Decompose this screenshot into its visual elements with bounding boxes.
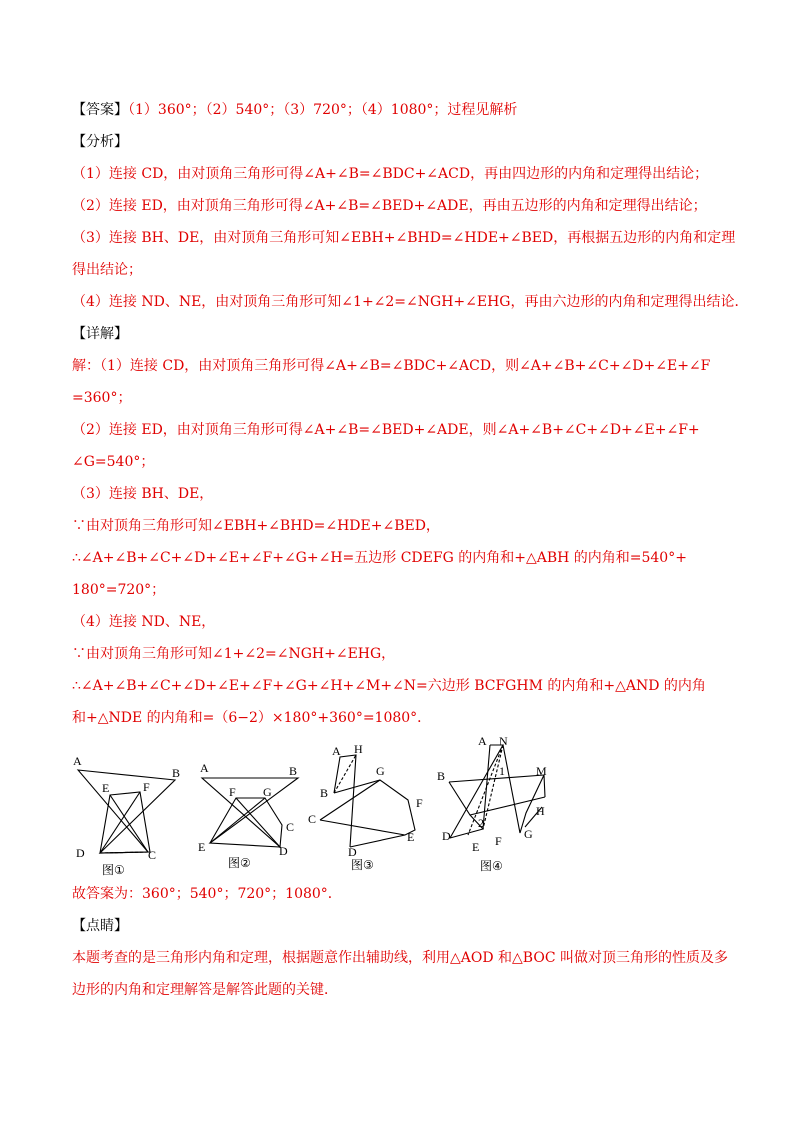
fig4-label-b: B — [437, 769, 446, 783]
conclusion-line: 故答案为：360°；540°；720°；1080°． — [72, 886, 342, 902]
fig4-label-m: M — [536, 764, 547, 778]
fig1-label-a: A — [73, 754, 82, 768]
fig3-label-d: D — [348, 845, 357, 859]
fig3-caption: 图③ — [351, 858, 374, 872]
fig2-label-e: E — [198, 840, 206, 854]
fig4-an-d — [450, 745, 503, 838]
analysis-line-1: （1）连接 CD，由对顶角三角形可得∠A+∠B=∠BDC+∠ACD，再由四边形的内角和定理得出结论； — [72, 166, 709, 182]
fig2-label-b: B — [289, 764, 298, 778]
answer-text: （1）360°；（2）540°；（3）720°；（4）1080°；过程见解析 — [128, 102, 518, 118]
fig2-label-f: F — [229, 785, 236, 799]
fig4-label-g: G — [524, 827, 533, 841]
comment-tag: 【点睛】 — [72, 918, 128, 934]
fig4-label-f: F — [495, 834, 502, 848]
comment-line-2: 边形的内角和定理解答是解答此题的关键． — [72, 982, 338, 998]
detail-line-9: （4）连接 ND、NE， — [72, 614, 216, 630]
detail-tag: 【详解】 — [72, 326, 128, 342]
fig3-pentagon — [334, 780, 415, 847]
comment-line-1: 本题考查的是三角形内角和定理，根据题意作出辅助线，利用△AOD 和△BOC 叫做对顶三角形的性质及多 — [72, 950, 728, 966]
fig3-label-c: C — [308, 812, 317, 826]
fig3-label-b: B — [320, 786, 329, 800]
fig1-label-d: D — [76, 846, 85, 860]
detail-line-4: ∠G=540°； — [72, 454, 155, 470]
fig4-label-d: D — [442, 829, 451, 843]
answer-tag: 【答案】 — [72, 102, 128, 118]
fig2-label-a: A — [200, 761, 209, 775]
fig3-label-e: E — [407, 830, 415, 844]
fig3-label-g: G — [376, 764, 385, 778]
fig3-label-h: H — [354, 742, 363, 756]
fig1-label-c: C — [148, 848, 157, 862]
detail-line-5: （3）连接 BH、DE， — [72, 486, 214, 502]
figure-2 — [198, 761, 298, 870]
geometry-figures — [70, 735, 570, 885]
detail-line-8: 180°=720°； — [72, 582, 166, 598]
fig1-label-e: E — [102, 781, 110, 795]
analysis-line-4: （4）连接 ND、NE，由对顶角三角形可知∠1+∠2=∠NGH+∠EHG，再由六边形的内角和定理得出结论． — [72, 294, 749, 310]
figure-1 — [73, 754, 180, 877]
fig4-bm — [449, 775, 544, 782]
fig1-caption: 图① — [102, 863, 125, 877]
fig3-label-f: F — [416, 796, 423, 810]
detail-line-2: =360°； — [72, 390, 132, 406]
detail-line-7: ∴∠A+∠B+∠C+∠D+∠E+∠F+∠G+∠H=五边形 CDEFG 的内角和+△ABH 的内角和=540°+ — [72, 550, 687, 566]
fig1-outline — [78, 770, 175, 853]
detail-line-1: 解：（1）连接 CD，由对顶角三角形可得∠A+∠B=∠BDC+∠ACD，则∠A+∠B+∠C+∠D+∠E+∠F — [72, 358, 711, 374]
answer-line — [72, 100, 517, 120]
detail-line-6: ∵由对顶角三角形可知∠EBH+∠BHD=∠HDE+∠BED， — [72, 518, 440, 534]
fig2-label-g: G — [263, 785, 272, 799]
fig4-label-e: E — [472, 840, 480, 854]
fig2-outline — [202, 778, 298, 847]
analysis-line-3b: 得出结论； — [72, 262, 142, 278]
fig4-caption: 图④ — [480, 859, 503, 873]
fig4-right-path — [503, 745, 545, 833]
fig3-left-path — [334, 755, 356, 847]
analysis-tag: 【分析】 — [72, 134, 128, 150]
analysis-line-2: （2）连接 ED，由对顶角三角形可得∠A+∠B=∠BED+∠ADE，再由五边形的内角和定理得出结论； — [72, 198, 707, 214]
fig2-caption: 图② — [228, 856, 251, 870]
detail-line-12: 和+△NDE 的内角和=（6−2）×180°+360°=1080°． — [72, 710, 432, 726]
detail-line-10: ∵由对顶角三角形可知∠1+∠2=∠NGH+∠EHG， — [72, 646, 396, 662]
fig3-label-a: A — [332, 744, 341, 758]
fig1-label-f: F — [143, 780, 150, 794]
fig2-label-d: D — [279, 844, 288, 858]
figure-4 — [437, 735, 547, 873]
analysis-line-3a: （3）连接 BH、DE，由对顶角三角形可知∠EBH+∠BHD=∠HDE+∠BED，再根据五边形的内角和定理 — [72, 230, 736, 246]
fig4-label-1: 1 — [499, 764, 505, 778]
detail-line-11: ∴∠A+∠B+∠C+∠D+∠E+∠F+∠G+∠H+∠M+∠N=六边形 BCFGHM 的内角和+△AND 的内角 — [72, 678, 706, 694]
fig4-label-h: H — [536, 804, 545, 818]
fig4-label-n: N — [499, 735, 508, 748]
detail-line-3: （2）连接 ED，由对顶角三角形可得∠A+∠B=∠BED+∠ADE，则∠A+∠B+∠C+∠D+∠E+∠F+ — [72, 422, 700, 438]
figure-3 — [308, 742, 423, 872]
fig4-label-2: 2 — [478, 816, 484, 830]
fig4-label-a: A — [478, 735, 487, 748]
fig1-label-b: B — [172, 766, 181, 780]
fig2-label-c: C — [286, 820, 295, 834]
